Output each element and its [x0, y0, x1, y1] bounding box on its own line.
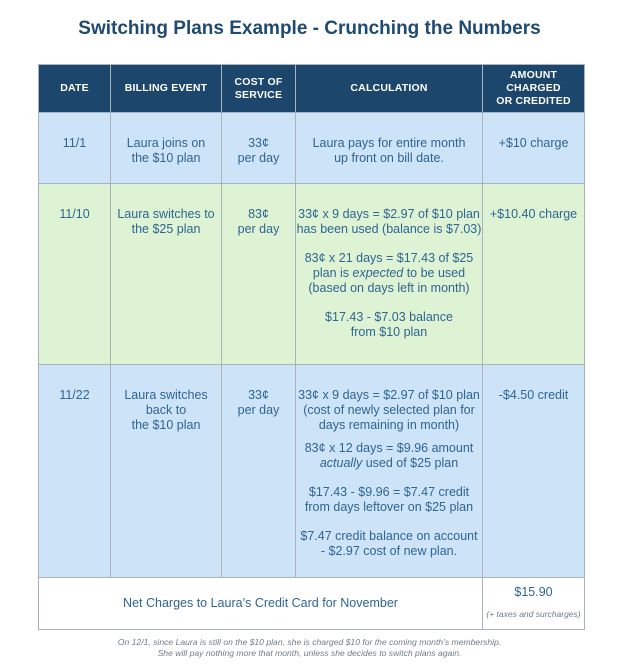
amount-cell: +$10 charge: [483, 113, 585, 184]
header-amount-line-1: AMOUNT CHARGED: [506, 69, 561, 94]
date-cell: 11/22: [39, 365, 111, 578]
date-cell: 11/1: [39, 113, 111, 184]
net-charges-note: (+ taxes and surcharges): [486, 609, 581, 619]
calculation-cell: 33¢ x 9 days = $2.97 of $10 plan (cost of newly selected plan for days remaining in month) 83¢ x 12 days = $9.96 amount actually used of $25 plan $17.43 - $9.96 = $7.47 credit from days leftover on $25 plan $7.47 credit balance on account - $2.97 cost of new plan.: [296, 365, 483, 578]
amount-cell: +$10.40 charge: [483, 184, 585, 365]
table-row: [39, 184, 585, 365]
header-amount-line-2: OR CREDITED: [496, 95, 571, 107]
calculation-cell: Laura pays for entire month up front on bill date.: [296, 113, 483, 184]
header-billing-event: BILLING EVENT: [111, 65, 222, 113]
header-calculation: CALCULATION: [296, 65, 483, 113]
header-cost-line-2: SERVICE: [234, 88, 283, 101]
cost-cell: 33¢ per day: [222, 365, 296, 578]
date-cell: 11/10: [39, 184, 111, 365]
billing-table: [38, 64, 585, 630]
header-amount: [483, 65, 585, 113]
footnote: [0, 637, 619, 659]
net-charges-row: [39, 578, 585, 630]
net-charges-amount-cell: [483, 578, 585, 630]
header-cost-of-service: [222, 65, 296, 113]
footnote-line-2: She will pay nothing more that month, unless she decides to switch plans again.: [157, 648, 462, 658]
header-cost-line-1: COST OF: [234, 75, 283, 88]
table-row: [39, 113, 585, 184]
table-header-row: [39, 65, 585, 113]
event-cell: Laura joins on the $10 plan: [111, 113, 222, 184]
calculation-cell: 33¢ x 9 days = $2.97 of $10 plan has been used (balance is $7.03) 83¢ x 21 days = $17.43 of $25 plan is expected to be used (based on days left in month) $17.43 - $7.03 balance from $10 plan: [296, 184, 483, 365]
page-title: Switching Plans Example - Crunching the Numbers: [78, 18, 541, 39]
header-date: DATE: [39, 65, 111, 113]
event-cell: Laura switches to the $25 plan: [111, 184, 222, 365]
footnote-line-1: On 12/1, since Laura is still on the $10 plan, she is charged $10 for the coming month’s membership.: [117, 637, 502, 647]
cost-cell: 83¢ per day: [222, 184, 296, 365]
amount-cell: -$4.50 credit: [483, 365, 585, 578]
event-cell: Laura switches back to the $10 plan: [111, 365, 222, 578]
table-row: [39, 365, 585, 578]
net-charges-amount: $15.90: [514, 585, 553, 599]
net-charges-label: Net Charges to Laura’s Credit Card for November: [39, 578, 483, 630]
cost-cell: 33¢ per day: [222, 113, 296, 184]
